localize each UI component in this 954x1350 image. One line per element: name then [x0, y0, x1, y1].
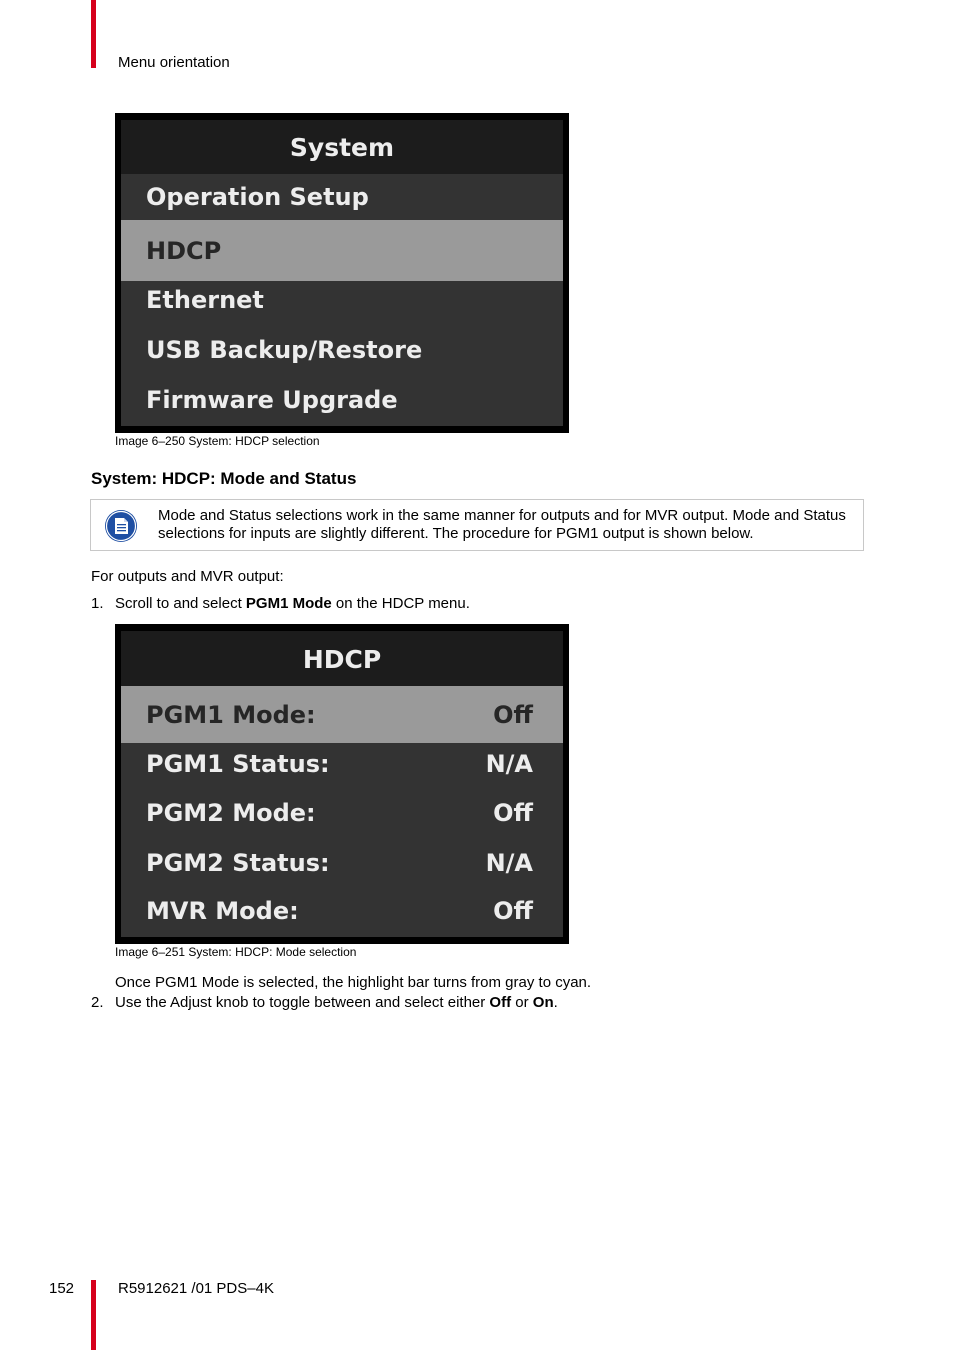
- system-menu-title: System: [121, 120, 563, 174]
- step-2-text: [115, 994, 558, 1011]
- menu-item-label: Operation Setup: [146, 183, 369, 211]
- menu-item-pgm2-mode: [121, 785, 563, 841]
- step-2-post: .: [553, 994, 558, 1011]
- step-1-number: 1.: [91, 595, 104, 612]
- intro-text: For outputs and MVR output:: [91, 568, 284, 585]
- step-1-pre: Scroll to and select: [115, 595, 246, 612]
- menu-item-label: PGM1 Status:: [146, 750, 330, 778]
- step-1-text: [115, 595, 470, 612]
- figure-caption-250: Image 6–250 System: HDCP selection: [115, 434, 320, 448]
- menu-item-pgm1-status: [121, 743, 563, 785]
- menu-item-label: Ethernet: [146, 286, 264, 314]
- step-2-pre: Use the Adjust knob to toggle between and select either: [115, 994, 490, 1011]
- menu-item-ethernet: [121, 281, 563, 319]
- hdcp-menu-title: HDCP: [121, 631, 563, 686]
- page-header-title: Menu orientation: [118, 54, 230, 71]
- menu-item-label: USB Backup/Restore: [146, 336, 423, 364]
- step-2-mid: or: [511, 994, 533, 1011]
- menu-item-firmware-upgrade: [121, 381, 563, 419]
- note-text: Mode and Status selections work in the same manner for outputs and for MVR output. Mode and Status selections for inputs are slightly different. The procedure for PGM1 output is shown below.: [158, 507, 846, 542]
- menu-item-value: Off: [493, 799, 533, 827]
- step-2-bold-off: Off: [489, 994, 512, 1011]
- menu-item-value: Off: [493, 897, 533, 925]
- step-2-bold-on: On: [532, 994, 554, 1011]
- menu-item-label: PGM2 Status:: [146, 849, 330, 877]
- menu-item-value: Off: [493, 700, 533, 729]
- step-1-bold: PGM1 Mode: [245, 595, 332, 612]
- step-2-number: 2.: [91, 994, 104, 1011]
- menu-item-label: PGM1 Mode:: [146, 700, 316, 729]
- system-menu-panel: [121, 120, 563, 426]
- page-number: 152: [49, 1280, 75, 1297]
- figure-caption-251: Image 6–251 System: HDCP: Mode selection: [115, 945, 357, 959]
- note-document-icon: [105, 510, 137, 542]
- hdcp-menu-screenshot: [115, 624, 569, 944]
- system-menu-screenshot: [115, 113, 569, 433]
- footer-accent-bar: [91, 1280, 96, 1350]
- header-accent-bar: [91, 0, 96, 68]
- menu-item-label: Firmware Upgrade: [146, 386, 398, 414]
- menu-item-label: PGM2 Mode:: [146, 799, 316, 827]
- menu-item-value: N/A: [485, 849, 533, 877]
- menu-item-operation-setup: [121, 174, 563, 220]
- menu-item-pgm1-mode: [121, 686, 563, 743]
- section-heading: System: HDCP: Mode and Status: [91, 469, 357, 488]
- menu-item-value: N/A: [485, 750, 533, 778]
- menu-item-pgm2-status: [121, 841, 563, 885]
- step-1-post: on the HDCP menu.: [331, 595, 470, 612]
- menu-item-label: MVR Mode:: [146, 897, 299, 925]
- menu-item-mvr-mode: [121, 885, 563, 937]
- hdcp-menu-panel: [121, 631, 563, 937]
- document-id: R5912621 /01 PDS–4K: [118, 1280, 274, 1297]
- menu-item-usb-backup-restore: [121, 319, 563, 381]
- menu-item-hdcp: [121, 220, 563, 281]
- note-box: [90, 499, 864, 551]
- menu-item-label: HDCP: [146, 236, 222, 265]
- after-figure-text: Once PGM1 Mode is selected, the highlight bar turns from gray to cyan.: [115, 974, 592, 991]
